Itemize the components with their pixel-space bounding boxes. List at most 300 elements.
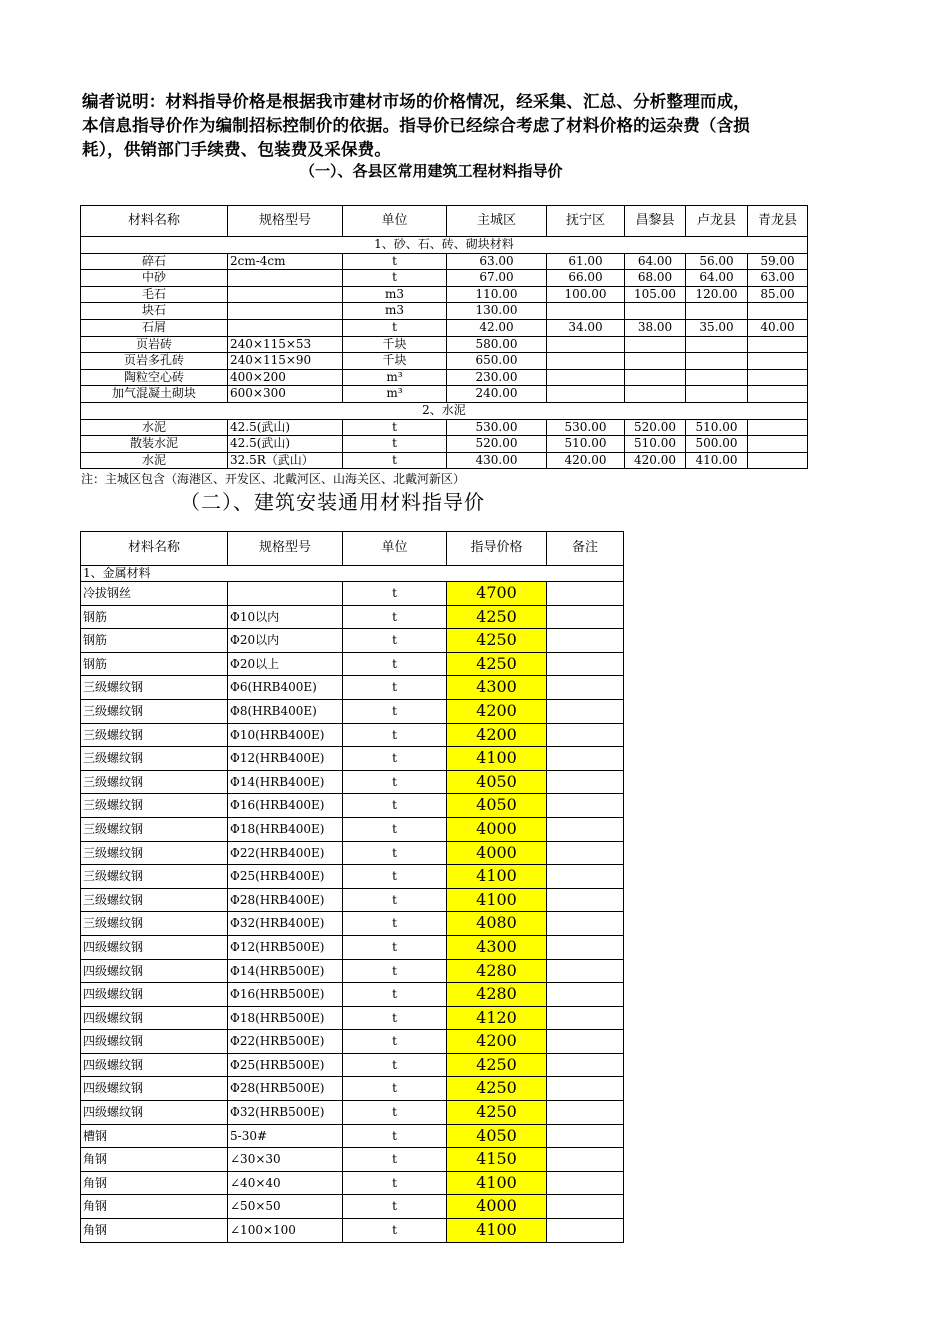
table-cell xyxy=(748,353,808,370)
material-name: 四级螺纹钢 xyxy=(81,1101,228,1125)
table-row xyxy=(81,1053,624,1077)
table-cell: 32.5R（武山） xyxy=(228,452,343,469)
table-cell: 千块 xyxy=(343,336,447,353)
guide-price: 4250 xyxy=(447,605,547,629)
remark xyxy=(547,841,624,865)
table-cell: 页岩砖 xyxy=(81,336,228,353)
table-cell: 42.00 xyxy=(447,319,547,336)
material-name: 角钢 xyxy=(81,1195,228,1219)
spec: Φ16(HRB400E) xyxy=(228,794,343,818)
unit: t xyxy=(343,770,447,794)
table-cell: 120.00 xyxy=(686,286,748,303)
unit: t xyxy=(343,1195,447,1219)
table-cell: 68.00 xyxy=(625,270,686,287)
guide-price: 4250 xyxy=(447,652,547,676)
spec: Φ18(HRB500E) xyxy=(228,1006,343,1030)
table-cell: 240.00 xyxy=(447,386,547,403)
unit: t xyxy=(343,1030,447,1054)
table-cell: 240×115×90 xyxy=(228,353,343,370)
editor-note-line-2: 本信息指导价作为编制招标控制价的依据。指导价已经综合考虑了材料价格的运杂费（含损 xyxy=(82,116,750,135)
material-name: 四级螺纹钢 xyxy=(81,935,228,959)
remark xyxy=(547,629,624,653)
table-cell: 40.00 xyxy=(748,319,808,336)
material-name: 角钢 xyxy=(81,1219,228,1243)
unit: t xyxy=(343,605,447,629)
material-name: 三级螺纹钢 xyxy=(81,699,228,723)
table-cell: 石屑 xyxy=(81,319,228,336)
table-cell: m3 xyxy=(343,303,447,320)
material-name: 钢筋 xyxy=(81,652,228,676)
table-cell: 400×200 xyxy=(228,369,343,386)
unit: t xyxy=(343,629,447,653)
guide-price: 4250 xyxy=(447,1101,547,1125)
table-row xyxy=(81,935,624,959)
unit: t xyxy=(343,983,447,1007)
table-cell: m³ xyxy=(343,369,447,386)
table-cell xyxy=(748,369,808,386)
table-cell: 105.00 xyxy=(625,286,686,303)
table-cell: m³ xyxy=(343,386,447,403)
material-name: 三级螺纹钢 xyxy=(81,912,228,936)
unit: t xyxy=(343,1077,447,1101)
table-row xyxy=(81,1006,624,1030)
remark xyxy=(547,605,624,629)
remark xyxy=(547,1219,624,1243)
table-row xyxy=(81,319,808,336)
table-cell: 63.00 xyxy=(748,270,808,287)
spec: ∠50×50 xyxy=(228,1195,343,1219)
table-cell xyxy=(228,270,343,287)
unit: t xyxy=(343,888,447,912)
column-header: 青龙县 xyxy=(748,206,808,237)
editor-note-line-3: 耗），供销部门手续费、包装费及采保费。 xyxy=(82,140,392,159)
section2-title: （二）、建筑安装通用材料指导价 xyxy=(180,490,485,514)
table-cell xyxy=(228,319,343,336)
spec: Φ25(HRB500E) xyxy=(228,1053,343,1077)
table-cell: 42.5(武山) xyxy=(228,419,343,436)
table-cell: m3 xyxy=(343,286,447,303)
spec: Φ32(HRB500E) xyxy=(228,1101,343,1125)
table-row xyxy=(81,629,624,653)
guide-price: 4080 xyxy=(447,912,547,936)
table-cell: 100.00 xyxy=(547,286,625,303)
remark xyxy=(547,888,624,912)
table-cell xyxy=(748,336,808,353)
unit: t xyxy=(343,817,447,841)
guide-price: 4100 xyxy=(447,865,547,889)
remark xyxy=(547,794,624,818)
table-row xyxy=(81,303,808,320)
table-cell xyxy=(228,286,343,303)
main-district-note: 注：主城区包含（海港区、开发区、北戴河区、山海关区、北戴河新区） xyxy=(81,472,466,486)
table-row xyxy=(81,1171,624,1195)
table-row xyxy=(81,582,624,606)
material-name: 四级螺纹钢 xyxy=(81,983,228,1007)
guide-price: 4000 xyxy=(447,817,547,841)
spec: Φ8(HRB400E) xyxy=(228,699,343,723)
remark xyxy=(547,1148,624,1172)
unit: t xyxy=(343,794,447,818)
remark xyxy=(547,1006,624,1030)
table-cell xyxy=(625,336,686,353)
column-header: 卢龙县 xyxy=(686,206,748,237)
table-cell: 千块 xyxy=(343,353,447,370)
material-name: 槽钢 xyxy=(81,1124,228,1148)
table-cell xyxy=(686,303,748,320)
unit: t xyxy=(343,959,447,983)
material-name: 角钢 xyxy=(81,1148,228,1172)
table-cell: 63.00 xyxy=(447,253,547,270)
table-row xyxy=(81,336,808,353)
table-cell: 碎石 xyxy=(81,253,228,270)
spec: Φ22(HRB400E) xyxy=(228,841,343,865)
table-cell: t xyxy=(343,452,447,469)
table-cell: 散装水泥 xyxy=(81,436,228,453)
material-name: 三级螺纹钢 xyxy=(81,841,228,865)
general-material-price-table xyxy=(80,531,624,1243)
spec: 5-30# xyxy=(228,1124,343,1148)
material-name: 四级螺纹钢 xyxy=(81,1077,228,1101)
table-cell xyxy=(625,369,686,386)
table-cell: 水泥 xyxy=(81,419,228,436)
material-name: 三级螺纹钢 xyxy=(81,817,228,841)
table-cell: 2cm-4cm xyxy=(228,253,343,270)
column-header: 单位 xyxy=(343,532,447,566)
table-row xyxy=(81,652,624,676)
table-cell: t xyxy=(343,419,447,436)
table-row xyxy=(81,699,624,723)
table-cell xyxy=(748,452,808,469)
column-header: 抚宁区 xyxy=(547,206,625,237)
remark xyxy=(547,865,624,889)
table-row xyxy=(81,1219,624,1243)
material-name: 三级螺纹钢 xyxy=(81,723,228,747)
remark xyxy=(547,652,624,676)
table-cell xyxy=(686,353,748,370)
table-cell: 页岩多孔砖 xyxy=(81,353,228,370)
guide-price: 4700 xyxy=(447,582,547,606)
column-header: 主城区 xyxy=(447,206,547,237)
remark xyxy=(547,747,624,771)
column-header: 指导价格 xyxy=(447,532,547,566)
remark xyxy=(547,1124,624,1148)
spec: Φ32(HRB400E) xyxy=(228,912,343,936)
material-name: 钢筋 xyxy=(81,605,228,629)
table-cell: 520.00 xyxy=(447,436,547,453)
table-cell xyxy=(547,369,625,386)
remark xyxy=(547,699,624,723)
table-row xyxy=(81,747,624,771)
material-name: 三级螺纹钢 xyxy=(81,794,228,818)
unit: t xyxy=(343,865,447,889)
table-cell: t xyxy=(343,270,447,287)
unit: t xyxy=(343,582,447,606)
table-cell: 85.00 xyxy=(748,286,808,303)
group-header-row xyxy=(81,237,808,254)
table-cell: 420.00 xyxy=(625,452,686,469)
table-row xyxy=(81,1077,624,1101)
table-cell: 块石 xyxy=(81,303,228,320)
guide-price: 4100 xyxy=(447,1171,547,1195)
spec: ∠40×40 xyxy=(228,1171,343,1195)
unit: t xyxy=(343,935,447,959)
table-cell xyxy=(625,386,686,403)
remark xyxy=(547,1077,624,1101)
remark xyxy=(547,983,624,1007)
remark xyxy=(547,1171,624,1195)
table-row xyxy=(81,1030,624,1054)
spec: Φ10(HRB400E) xyxy=(228,723,343,747)
material-name: 钢筋 xyxy=(81,629,228,653)
table-cell: 34.00 xyxy=(547,319,625,336)
table-cell: 650.00 xyxy=(447,353,547,370)
unit: t xyxy=(343,747,447,771)
table-cell: 420.00 xyxy=(547,452,625,469)
spec: Φ18(HRB400E) xyxy=(228,817,343,841)
county-price-table xyxy=(80,205,808,469)
table-cell xyxy=(686,386,748,403)
table-cell xyxy=(547,386,625,403)
unit: t xyxy=(343,1006,447,1030)
spec: Φ10以内 xyxy=(228,605,343,629)
table-cell: 530.00 xyxy=(447,419,547,436)
group-header-row xyxy=(81,402,808,419)
table-row xyxy=(81,865,624,889)
guide-price: 4280 xyxy=(447,983,547,1007)
unit: t xyxy=(343,1053,447,1077)
spec: Φ12(HRB400E) xyxy=(228,747,343,771)
table-row xyxy=(81,436,808,453)
guide-price: 4100 xyxy=(447,1219,547,1243)
unit: t xyxy=(343,699,447,723)
table-cell: 35.00 xyxy=(686,319,748,336)
table-cell xyxy=(625,303,686,320)
table-cell: 510.00 xyxy=(547,436,625,453)
spec: Φ20以上 xyxy=(228,652,343,676)
guide-price: 4250 xyxy=(447,1077,547,1101)
table-cell xyxy=(686,336,748,353)
unit: t xyxy=(343,1148,447,1172)
table-cell: 500.00 xyxy=(686,436,748,453)
table-cell: 61.00 xyxy=(547,253,625,270)
spec xyxy=(228,582,343,606)
table-cell: 38.00 xyxy=(625,319,686,336)
table-cell: 42.5(武山) xyxy=(228,436,343,453)
material-name: 角钢 xyxy=(81,1171,228,1195)
remark xyxy=(547,582,624,606)
unit: t xyxy=(343,1171,447,1195)
table-row xyxy=(81,419,808,436)
guide-price: 4100 xyxy=(447,888,547,912)
section1-title: （一）、各县区常用建筑工程材料指导价 xyxy=(300,162,563,180)
guide-price: 4050 xyxy=(447,770,547,794)
unit: t xyxy=(343,841,447,865)
table-cell: 110.00 xyxy=(447,286,547,303)
material-name: 四级螺纹钢 xyxy=(81,1053,228,1077)
table-cell xyxy=(547,353,625,370)
table-cell: 59.00 xyxy=(748,253,808,270)
spec: Φ22(HRB500E) xyxy=(228,1030,343,1054)
table-cell: 580.00 xyxy=(447,336,547,353)
table-cell: 530.00 xyxy=(547,419,625,436)
table-row xyxy=(81,369,808,386)
table-row xyxy=(81,676,624,700)
unit: t xyxy=(343,1101,447,1125)
table-row xyxy=(81,353,808,370)
table-row xyxy=(81,605,624,629)
table-cell: 510.00 xyxy=(686,419,748,436)
guide-price: 4250 xyxy=(447,629,547,653)
table-row xyxy=(81,723,624,747)
table-row xyxy=(81,959,624,983)
table-row xyxy=(81,841,624,865)
table-row xyxy=(81,1124,624,1148)
guide-price: 4280 xyxy=(447,959,547,983)
guide-price: 4200 xyxy=(447,699,547,723)
column-header: 规格型号 xyxy=(228,532,343,566)
remark xyxy=(547,1101,624,1125)
table-cell: 加气混凝土砌块 xyxy=(81,386,228,403)
table-row xyxy=(81,386,808,403)
remark xyxy=(547,770,624,794)
table-row xyxy=(81,912,624,936)
table-header-row xyxy=(81,206,808,237)
column-header: 规格型号 xyxy=(228,206,343,237)
spec: ∠30×30 xyxy=(228,1148,343,1172)
table-cell: 64.00 xyxy=(686,270,748,287)
table-cell: 毛石 xyxy=(81,286,228,303)
table-cell: t xyxy=(343,319,447,336)
remark xyxy=(547,723,624,747)
table-cell xyxy=(686,369,748,386)
table-header-row xyxy=(81,532,624,566)
material-name: 冷拔钢丝 xyxy=(81,582,228,606)
unit: t xyxy=(343,723,447,747)
table-row xyxy=(81,794,624,818)
table-cell: t xyxy=(343,436,447,453)
material-name: 三级螺纹钢 xyxy=(81,676,228,700)
table-row xyxy=(81,1148,624,1172)
guide-price: 4200 xyxy=(447,723,547,747)
table-row xyxy=(81,270,808,287)
unit: t xyxy=(343,652,447,676)
table-row xyxy=(81,770,624,794)
column-header: 单位 xyxy=(343,206,447,237)
guide-price: 4250 xyxy=(447,1053,547,1077)
material-name: 四级螺纹钢 xyxy=(81,1030,228,1054)
remark xyxy=(547,1030,624,1054)
material-name: 三级螺纹钢 xyxy=(81,770,228,794)
table-cell: 410.00 xyxy=(686,452,748,469)
table-cell xyxy=(748,419,808,436)
material-name: 四级螺纹钢 xyxy=(81,1006,228,1030)
material-name: 三级螺纹钢 xyxy=(81,747,228,771)
table-row xyxy=(81,1101,624,1125)
table-cell xyxy=(547,336,625,353)
table-cell xyxy=(748,436,808,453)
group-header-row xyxy=(81,566,624,582)
column-header: 备注 xyxy=(547,532,624,566)
table-cell xyxy=(625,353,686,370)
table-cell: 240×115×53 xyxy=(228,336,343,353)
table-cell: 64.00 xyxy=(625,253,686,270)
remark xyxy=(547,817,624,841)
unit: t xyxy=(343,912,447,936)
table-row xyxy=(81,452,808,469)
table-cell: 600×300 xyxy=(228,386,343,403)
table-cell xyxy=(228,303,343,320)
group-label: 2、水泥 xyxy=(81,402,808,419)
table-cell: t xyxy=(343,253,447,270)
editor-note xyxy=(82,90,812,162)
spec: Φ14(HRB400E) xyxy=(228,770,343,794)
spec: ∠100×100 xyxy=(228,1219,343,1243)
group-label: 1、金属材料 xyxy=(81,566,624,582)
guide-price: 4200 xyxy=(447,1030,547,1054)
table-cell: 67.00 xyxy=(447,270,547,287)
table-cell: 130.00 xyxy=(447,303,547,320)
spec: Φ6(HRB400E) xyxy=(228,676,343,700)
spec: Φ25(HRB400E) xyxy=(228,865,343,889)
table-cell: 430.00 xyxy=(447,452,547,469)
spec: Φ20以内 xyxy=(228,629,343,653)
guide-price: 4050 xyxy=(447,794,547,818)
remark xyxy=(547,935,624,959)
remark xyxy=(547,676,624,700)
table-row xyxy=(81,286,808,303)
unit: t xyxy=(343,676,447,700)
table-row xyxy=(81,888,624,912)
spec: Φ16(HRB500E) xyxy=(228,983,343,1007)
table-row xyxy=(81,253,808,270)
remark xyxy=(547,959,624,983)
table-cell xyxy=(748,386,808,403)
guide-price: 4300 xyxy=(447,676,547,700)
spec: Φ28(HRB500E) xyxy=(228,1077,343,1101)
remark xyxy=(547,1195,624,1219)
group-label: 1、砂、石、砖、砌块材料 xyxy=(81,237,808,254)
material-name: 三级螺纹钢 xyxy=(81,888,228,912)
remark xyxy=(547,912,624,936)
table-cell: 66.00 xyxy=(547,270,625,287)
material-name: 三级螺纹钢 xyxy=(81,865,228,889)
guide-price: 4300 xyxy=(447,935,547,959)
table-row xyxy=(81,1195,624,1219)
column-header: 材料名称 xyxy=(81,532,228,566)
guide-price: 4120 xyxy=(447,1006,547,1030)
spec: Φ12(HRB500E) xyxy=(228,935,343,959)
guide-price: 4000 xyxy=(447,1195,547,1219)
remark xyxy=(547,1053,624,1077)
table-cell: 陶粒空心砖 xyxy=(81,369,228,386)
unit: t xyxy=(343,1124,447,1148)
guide-price: 4050 xyxy=(447,1124,547,1148)
guide-price: 4000 xyxy=(447,841,547,865)
table-cell: 水泥 xyxy=(81,452,228,469)
spec: Φ28(HRB400E) xyxy=(228,888,343,912)
guide-price: 4100 xyxy=(447,747,547,771)
column-header: 材料名称 xyxy=(81,206,228,237)
table-cell: 56.00 xyxy=(686,253,748,270)
table-row xyxy=(81,983,624,1007)
material-name: 四级螺纹钢 xyxy=(81,959,228,983)
guide-price: 4150 xyxy=(447,1148,547,1172)
table-cell: 230.00 xyxy=(447,369,547,386)
table-row xyxy=(81,817,624,841)
unit: t xyxy=(343,1219,447,1243)
table-cell: 520.00 xyxy=(625,419,686,436)
table-cell xyxy=(547,303,625,320)
